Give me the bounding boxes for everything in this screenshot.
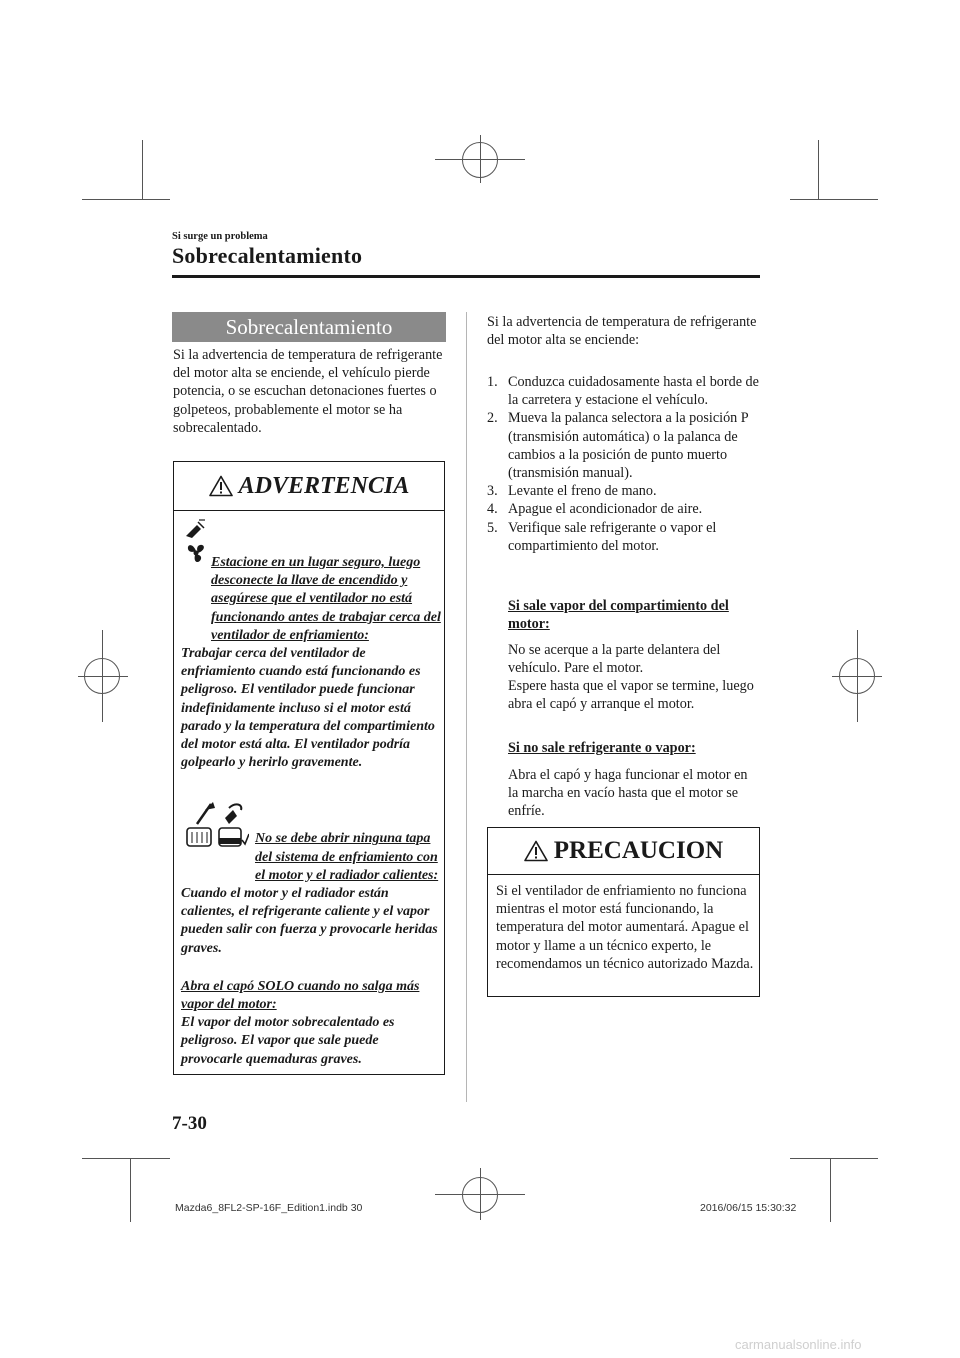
case2-heading: Si no sale refrigerante o vapor:: [508, 740, 696, 756]
footer-timestamp: 2016/06/15 15:30:32: [700, 1202, 797, 1214]
header-rule: [172, 275, 760, 278]
warning-item2-heading: No se debe abrir ninguna tapa del sistema de enfriamiento con el motor y el radiador calientes:: [255, 831, 439, 883]
warning-item1-heading: Estacione en un lugar seguro, luego desconecte la llave de encendido y asegúrese que el ventilador no está funcionando antes de trabajar cerca del ventilador de enfriamiento:: [211, 555, 441, 643]
steps-list: [487, 373, 759, 555]
radiator-cap-icon: [185, 800, 249, 848]
fan-icon: [183, 540, 209, 566]
watermark: carmanualsonline.info: [735, 1337, 862, 1352]
fan-icon-group: [181, 518, 443, 566]
case1-text1: No se acerque a la parte delantera del vehículo. Pare el motor.: [508, 642, 721, 677]
radiator-icon-group: [181, 800, 443, 848]
warning-triangle-icon: [209, 475, 233, 497]
step-item: 2. Mueva la palanca selectora a la posición P (transmisión automática) o la palanca de cambios a la posición de punto muerto (transmisión manual).: [487, 410, 749, 482]
step-item: 5. Verifique sale refrigerante o vapor el compartimiento del motor.: [487, 519, 717, 554]
warning-box: [173, 461, 445, 1075]
warning-header: [174, 462, 444, 511]
step-item: 3. Levante el freno de mano.: [487, 483, 657, 500]
column-separator: [466, 312, 467, 1102]
caution-box: [487, 827, 760, 997]
intro-paragraph: Si la advertencia de temperatura de refrigerante del motor alta se enciende, el vehículo pierde potencia, o se escuchan detonaciones fuertes o golpeteos, probablemente el motor se ha sobrecalentado.: [173, 347, 443, 436]
warning-triangle-icon: [524, 840, 548, 862]
warning-item2-text: Cuando el motor y el radiador están calientes, el refrigerante caliente y el vapor pueden salir con fuerza y provocarle heridas graves.: [181, 886, 438, 956]
running-title: Sobrecalentamiento: [172, 243, 363, 268]
case1-text2: Espere hasta que el vapor se termine, luego abra el capó y arranque el motor.: [508, 678, 754, 713]
caution-title: PRECAUCION: [553, 837, 724, 864]
caution-header: [488, 828, 759, 875]
step-item: 1. Conduzca cuidadosamente hasta el borde de la carretera y estacione el vehículo.: [487, 374, 759, 409]
step-item: 4. Apague el acondicionador de aire.: [487, 501, 703, 518]
hand-prohibit-icon: [183, 518, 207, 542]
warning-body: [181, 518, 443, 1069]
right-intro: Si la advertencia de temperatura de refrigerante del motor alta se enciende:: [487, 314, 757, 349]
section-banner: Sobrecalentamiento: [172, 312, 446, 342]
caution-text: Si el ventilador de enfriamiento no funciona mientras el motor está funcionando, la temperatura del motor aumentará. Apague el motor y llame a un técnico experto, le recomendamos un técnico autorizado Mazda.: [496, 883, 754, 972]
case2-text: Abra el capó y haga funcionar el motor en la marcha en vacío hasta que el motor se enfríe.: [508, 767, 748, 820]
running-section-label: Si surge un problema: [172, 231, 268, 242]
footer-file-info: Mazda6_8FL2-SP-16F_Edition1.indb 30: [175, 1202, 363, 1214]
warning-item1-text: Trabajar cerca del ventilador de enfriamiento cuando está funcionando es peligroso. El ventilador puede funcionar indefinidamente incluso si el motor está parado y la temperatura del compartimiento del motor está alta. El ventilador podría golpearlo y herirlo gravemente.: [181, 646, 435, 771]
warning-item3-text: El vapor del motor sobrecalentado es peligroso. El vapor que sale puede provocarle quemaduras graves.: [181, 1015, 395, 1067]
warning-item3-heading: Abra el capó SOLO cuando no salga más vapor del motor:: [181, 978, 420, 1013]
page-number: 7-30: [172, 1113, 207, 1134]
case1-heading: Si sale vapor del compartimiento del motor:: [508, 598, 729, 633]
warning-title: ADVERTENCIA: [238, 472, 410, 499]
